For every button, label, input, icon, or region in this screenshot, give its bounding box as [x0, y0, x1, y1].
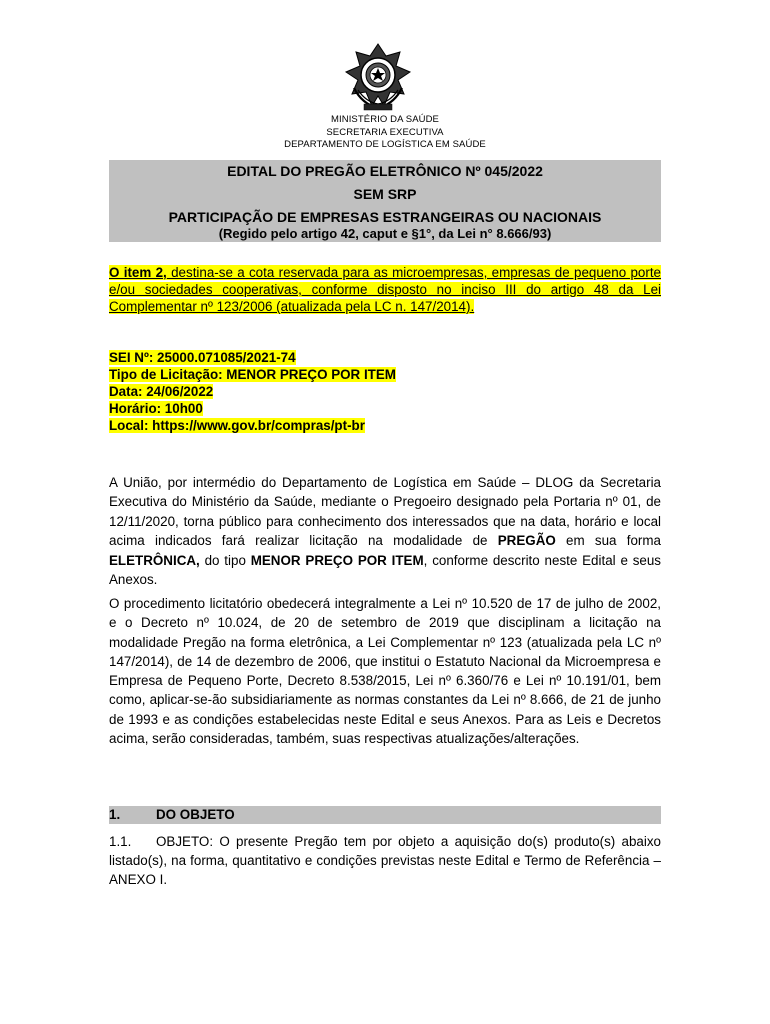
brazil-coat-of-arms-icon [342, 42, 414, 114]
clause-1-1 [109, 832, 661, 890]
ministry-name: MINISTÉRIO DA SAÚDE [330, 114, 439, 125]
intro-text-2: em sua forma [555, 533, 661, 549]
department-name: DEPARTAMENTO DE LOGÍSTICA EM SAÚDE [284, 139, 486, 150]
secretariat-name: SECRETARIA EXECUTIVA [326, 126, 444, 138]
item-2-notice [109, 264, 661, 315]
section-title: DO OBJETO [156, 807, 235, 822]
notice-body: destina-se a cota reservada para as microempresas, empresas de pequeno porte e/ou sociedades cooperativas, conforme disposto no inciso III do artigo 48 da Lei Complementar nº 123/2006 (atualizada pela LC n. 147/2014). [109, 265, 661, 314]
clause-text: OBJETO: O presente Pregão tem por objeto a aquisição do(s) produto(s) abaixo listado(s), na forma, quantitativo e condições previstas neste Edital e Termo de Referência – ANEXO I. [109, 834, 661, 888]
bid-time: Horário: 10h00 [109, 401, 203, 416]
intro-bold-pregao: PREGÃO [497, 533, 556, 549]
intro-text-3: do tipo [199, 552, 251, 568]
section-number: 1. [109, 807, 121, 822]
clause-number: 1.1. [109, 834, 132, 849]
legal-procedure-paragraph: O procedimento licitatório obedecerá integralmente a Lei nº 10.520 de 17 de julho de 2002, e o Decreto nº 10.024, de 20 de setembro de 2019 que disciplinam a licitação na modalidade Pregão na forma eletrônica, a Lei Complementar nº 123 (atualizada pela LC nº 147/2014), de 14 de dezembro de 2006, que institui o Estatuto Nacional da Microempresa e Empresa de Pequeno Porte, Decreto 8.538/2015, Lei nº 6.360/76 e Lei nº 10.191/01, bem como, aplicar-se-ão subsidiariamente as normas constantes da Lei nº 8.666, de 21 de junho de 1993 e as condições estabelecidas neste Edital e seus Anexos. Para as Leis e Decretos acima, serão consideradas, também, suas respectivas atualizações/alterações. [109, 596, 661, 747]
procurement-info [109, 349, 669, 434]
intro-bold-eletronica: ELETRÔNICA, [109, 552, 200, 568]
notice-lead: O item 2, [109, 265, 167, 280]
intro-text-1: A União, por intermédio do Departamento de Logística em Saúde – DLOG da Secretaria Executiva do Ministério da Saúde, mediante o Pregoeiro designado pela Portaria nº 01, de 12/11/2020, torna público para conhecimento dos interessados que na data, horário e local acima indicados fará realizar licitação na modalidade de [109, 475, 661, 549]
bid-date: Data: 24/06/2022 [109, 384, 214, 399]
legal-basis-note: (Regido pelo artigo 42, caput e §1°, da Lei n° 8.666/93) [218, 226, 552, 241]
section-1-heading [109, 806, 661, 824]
edital-title: EDITAL DO PREGÃO ELETRÔNICO Nº 045/2022 [227, 163, 543, 179]
sei-number: SEI Nº: 25000.071085/2021-74 [109, 350, 296, 365]
bid-type: Tipo de Licitação: MENOR PREÇO POR ITEM [109, 367, 396, 382]
intro-text-4: , conforme descrito neste Edital e seus Anexos. [109, 552, 661, 588]
srp-note: SEM SRP [353, 186, 417, 202]
intro-bold-menor-preco: MENOR PREÇO POR ITEM [250, 552, 424, 568]
intro-paragraph [109, 473, 661, 589]
bid-location: Local: https://www.gov.br/compras/pt-br [109, 418, 365, 433]
institution-header [0, 114, 770, 152]
participation-note: PARTICIPAÇÃO DE EMPRESAS ESTRANGEIRAS OU NACIONAIS [168, 209, 602, 225]
edital-title-box [109, 160, 661, 242]
